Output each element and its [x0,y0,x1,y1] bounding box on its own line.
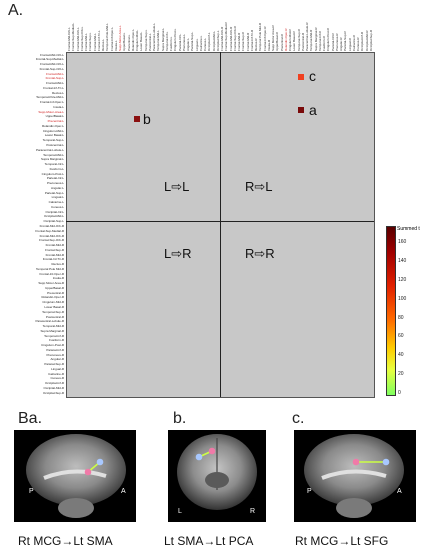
column-label: Supra Marginal-L [160,27,165,51]
row-label: Frontal-Mid-Orb-L [40,62,64,67]
mri-c-p-letter: P [307,488,312,495]
column-label: UpperBasal-L [122,32,127,51]
row-label: Cuneus-L [50,204,64,209]
column-label: Postcentral-L [147,33,152,51]
colorbar-tick-label: 0 [398,390,401,396]
row-label: Rolandic-Oper-L [41,123,64,128]
caption-ba: Rt MCG→Lt SMA [18,534,113,548]
row-label: Postcentral-L [46,143,64,147]
row-label: Occipital-Inf-L [45,209,64,214]
column-label: Occipital-Mid-L [211,30,216,51]
column-label: Insula-L [113,40,118,51]
row-label: Parietal-Inf-R [46,347,64,352]
row-label: Parietal-Sup-R [44,362,64,367]
column-label: Occipital-Sup-L [215,30,220,51]
column-label: Temporal-Inf-L [164,31,169,51]
column-label: Temporal Pole Mid-R [258,22,263,51]
column-label: Temporal-Mid-R [309,29,314,51]
cell-a [298,107,304,113]
column-label: Precentral-R [279,34,284,51]
row-label: Cuneus-R [50,376,64,381]
column-label: Calcarine-R [351,35,356,51]
row-label: Paracentral-Lobule-R [35,319,64,324]
row-label: Angular-R [50,357,64,362]
column-label: Frontal-Inf-Oper-L [109,26,114,51]
panel-a-label: A. [8,2,24,19]
column-label: Lingual-R [347,38,352,51]
colorbar-tick-label: 140 [398,257,407,264]
row-label: Cingulum-Mid-R [42,300,64,305]
column-label: Rectus-R [254,38,258,51]
row-label: Cingulum-Post-R [41,343,64,348]
column-label: Lower Basal-L [139,31,144,51]
colorbar-tick-label: 80 [398,314,404,321]
row-label: Frontal-Mid-R [45,243,64,248]
row-label: Lower Basal-L [44,133,64,138]
mri-b-l-letter: L [178,508,182,515]
row-label: Paracentral-Lobule-L [35,147,64,152]
row-label: Temporal-Mid-R [42,324,64,329]
row-label: Calcarine-L [48,200,64,205]
quadrant-label-l-to-r: L⇨R [164,246,192,261]
column-label: Parietal-Inf-R [330,33,335,51]
column-label: Parietal-Sup-L [190,31,195,51]
row-label: Angular-L [50,185,64,190]
row-label: Fusiform-L [49,166,64,171]
column-label: Rectus-L [101,38,105,51]
colorbar-tick-label: 100 [398,295,407,302]
row-label: Supra Marginal-R [40,328,64,333]
row-label: Rectus-L [51,90,64,95]
column-label: UpperBasal-R [275,32,280,51]
panel-b-label: b. [173,410,187,427]
column-label: Cuneus-L [203,37,207,51]
mri-ba-a-letter: A [121,488,126,495]
column-label: Rolandic-Oper-L [130,28,135,51]
column-label: Parietal-Inf-L [177,33,182,51]
quadrant-label-l-to-l: L⇨L [164,179,190,194]
colorbar-tick-label: 20 [398,371,404,378]
colorbar-tick-label: 160 [398,239,407,245]
row-label: Frontal-Mid-Orb-R [39,224,64,228]
column-label: Cingulum-Mid-L [135,29,139,51]
row-label: Frontal-Mid-Orb-L [40,52,64,57]
column-label: Cuneus-R [356,37,360,51]
cell-c-label: c [309,68,316,84]
column-label: Fusiform-R [322,36,326,51]
column-label: Frontal-Mid-L [84,33,88,51]
row-label: Postcentral-R [45,314,64,319]
column-label: Cingulum-Mid-R [288,29,292,51]
column-label: Frontal-Sup-L [88,32,93,51]
column-label: Frontal-Mid-Orb-L [67,27,71,51]
column-label: Insula-R [266,39,271,51]
column-label: Angular-L [186,37,190,51]
row-label: Occipital-Sup-L [43,219,64,224]
column-label: Supra Marginal-R [313,27,318,51]
column-label: Temporal-Sup-L [143,29,148,51]
row-label: Frontal-Sup-Orb-L [39,66,64,71]
caption-c: Rt MCG→Lt SFG [295,534,389,548]
column-label: Frontal-Sup-Orb-R [232,26,237,51]
row-label: Precentral-R [47,290,64,295]
column-label: Fusiform-L [169,36,173,51]
column-label: Temporal-Inf-R [317,31,322,51]
column-label: Occipital-Sup-R [368,29,373,51]
column-label: Frontal-Sup-Medial-L [71,22,76,51]
column-label: Temporal-Mid-L [156,30,161,51]
row-label: Frontal-Mid-R [45,252,64,257]
column-label: Parietal-Sup-R [343,31,348,51]
row-label: Frontal-Mid-Orb-R [39,233,64,238]
row-label: Occipital-Inf-R [44,381,64,386]
row-label: Temporal-Sup-R [42,309,64,314]
column-label: Rolandic-Oper-R [283,28,288,51]
row-label: Precuneus-R [46,352,64,357]
colorbar [386,226,396,396]
row-label: Fusiform-R [49,338,64,343]
row-label: Precuneus-L [46,181,64,186]
cell-b [134,116,140,122]
column-label: Calcarine-L [198,35,203,51]
row-label: Frontal-Sup-Orb-R [39,238,64,243]
row-label: Frontal-Inf-Tri-R [42,257,64,262]
quadrant-label-r-to-l: R⇨L [245,179,273,194]
row-label: Frontal-Mid-L [46,81,64,86]
row-label: Frontal-Sup-R [45,247,64,252]
row-label: Insula-R [52,276,64,281]
column-label: Temporal-Pole-Mid-L [105,23,110,51]
matrix-vertical-divider [220,52,221,397]
row-label: Occipital-Mid-R [43,385,64,390]
row-label: Rectus-R [51,262,64,267]
column-label: Lingual-L [194,38,199,51]
column-label: Occipital-Inf-R [360,31,365,51]
row-label: Supp Motor Area-R [38,281,64,286]
row-label: Cingulum-Post-L [41,171,64,176]
cell-c [298,74,304,80]
row-label: Frontal-Sup-Medial-L [35,57,64,62]
row-label: Supp-Motor-Area-L [38,109,64,114]
column-label: Frontal-Sup-Orb-L [79,26,84,51]
column-label: Lower Basal-R [292,31,297,51]
caption-b: Lt SMA→Lt PCA [164,534,254,548]
column-label: Cingulum-Post-L [173,28,178,51]
column-label: Temporal-Sup-R [296,29,301,51]
row-label: Supra Marginal-L [40,157,64,162]
panel-ba-label: Ba. [18,410,43,427]
row-label: Frontal-Mid-L [46,71,64,76]
row-label: Rolandic-Oper-R [41,295,64,300]
row-label: Frontal-Sup-Medial-R [35,228,64,233]
column-label: Paracentral-Lobule-L [152,22,156,51]
cell-b-label: b [143,111,151,127]
mri-c-a-letter: A [397,488,402,495]
column-label: Occipital-Inf-L [207,32,212,51]
column-label: Frontal-Mid-L [92,33,97,51]
row-label: Temporal Pole Mid-R [35,266,64,271]
column-label: Supp Motor Area-R [271,25,275,51]
column-label: Frontal-Sup-Medial-R [224,22,229,51]
row-label: Temporal-Sup-L [42,138,64,143]
row-label: Lingual-R [51,366,64,371]
column-label: Frontal-Inf-Tri-L [96,30,101,51]
matrix-horizontal-divider [66,221,374,222]
column-label: Frontal-Mid-Orb-R [220,26,224,51]
row-label: Frontal-Sup-L [45,76,64,81]
mri-b-r-letter: R [250,508,256,515]
column-label: Frontal-Mid-R [237,32,241,51]
row-label: Lingual-L [51,195,64,200]
column-label: Frontal-Inf-Tri-R [249,29,254,51]
row-label: Frontal-Inf-Oper-L [39,100,64,105]
column-label: Postcentral-R [300,32,305,51]
column-label: Frontal-Mid-R [245,32,250,51]
row-label: Parietal-Inf-L [46,176,64,181]
row-label: Lower Basal-R [44,304,64,309]
column-label: Frontal-Mid-Orb-L [75,27,80,51]
row-label: UpperBasal-R [45,285,64,290]
row-label: Calcarine-R [48,371,64,376]
row-label: Temporal-Pole-Mid-L [36,95,64,100]
column-label: Frontal-Mid-Orb-R [228,26,233,51]
colorbar-tick-label: 60 [398,333,404,340]
colorbar-tick-label: 40 [398,352,404,359]
mri-ba-p-letter: P [29,488,34,495]
column-label: Paracentral-Lobule-R [305,22,309,51]
colorbar-tick-label: 120 [398,276,407,283]
column-label: Precentral-L [126,34,131,51]
row-label: Temporal-Mid-L [43,152,64,157]
column-label: Precuneus-L [181,33,186,51]
column-label: Supp-Motor-Area-L [118,25,122,51]
row-label: Cingulum-Mid-L [42,128,64,133]
column-label: Cingulum-Post-R [326,28,331,51]
column-label: Frontal-Inf-Oper-R [262,26,267,51]
mri-sagittal-ba [14,430,136,522]
row-label: Temporal-Inf-L [44,162,64,167]
mri-sagittal-c [294,430,416,522]
row-label: Frontal-Inf-Tri-L [43,85,64,90]
cell-a-label: a [309,102,317,118]
colorbar-title: Summed t [397,226,420,232]
column-label: Occipital-Mid-R [364,30,369,51]
row-label: Insula-L [53,104,64,109]
row-label: Precentral-L [47,119,64,124]
column-label: Precuneus-R [334,33,339,51]
row-label: Parietal-Sup-L [44,190,64,195]
column-label: Angular-R [339,37,343,51]
quadrant-label-r-to-r: R⇨R [245,246,275,261]
row-label: Occipital-Mid-L [43,214,64,219]
row-label: Occipital-Sup-R [42,390,64,395]
row-label: UpperBasal-L [45,114,64,119]
row-label: Temporal-Inf-R [44,333,64,338]
panel-c-label: c. [292,410,305,427]
row-label: Frontal-Inf-Oper-R [39,271,64,276]
column-label: Frontal-Sup-R [241,32,246,51]
